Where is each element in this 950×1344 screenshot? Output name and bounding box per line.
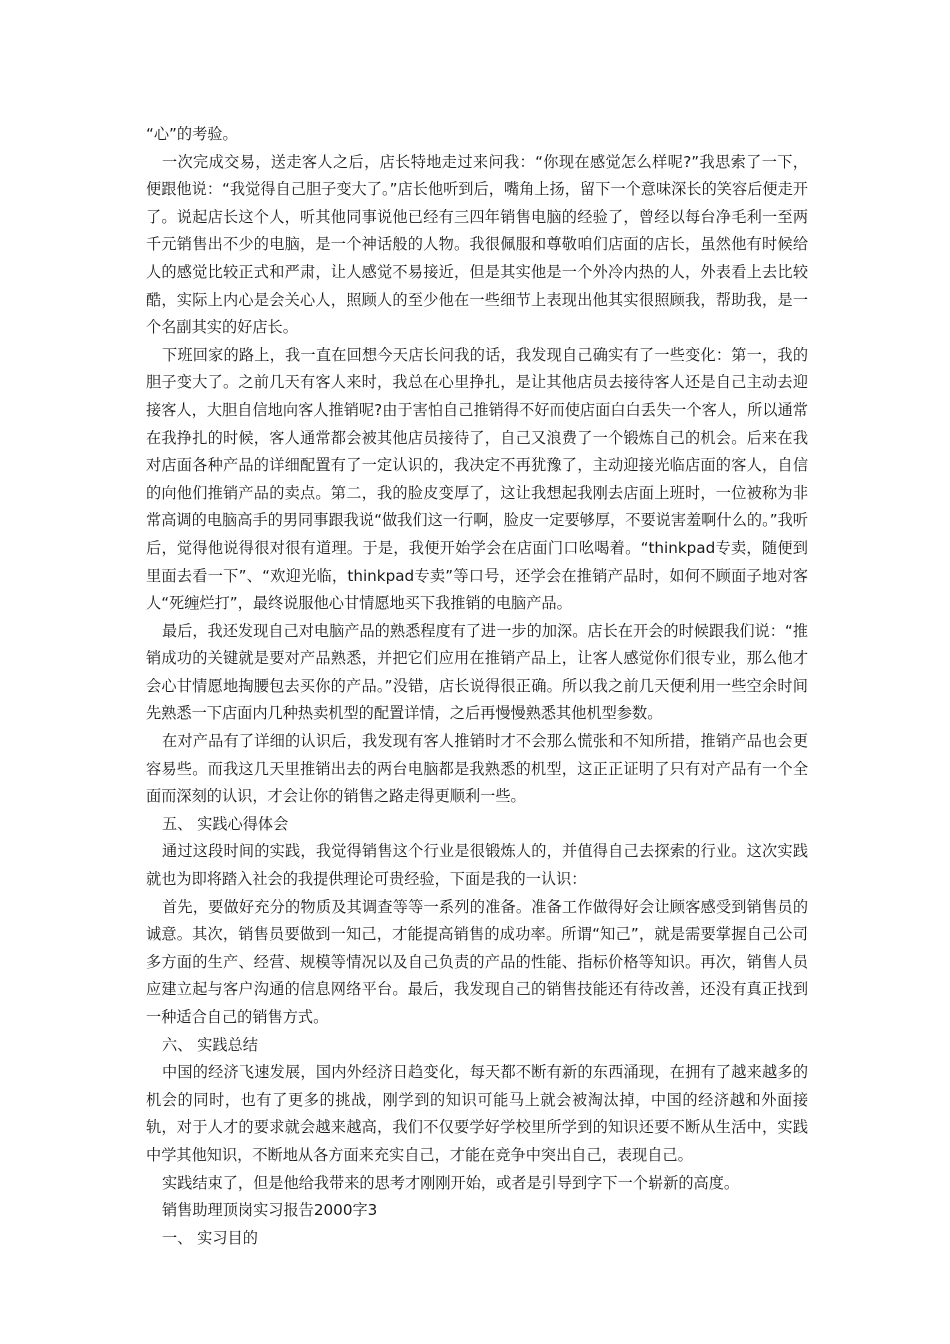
paragraph-conclusion: 实践结束了，但是他给我带来的思考才刚刚开始，或者是引导到字下一个崭新的高度。: [161, 1173, 740, 1192]
paragraph-experience-intro: 通过这段时间的实践，我觉得销售这个行业是很锻炼人的，并值得自己去探索的行业。这次实践就也为即将踏入社会的我提供理论可贵经验，下面是我的一认识：: [146, 842, 808, 889]
section-heading-summary: 六、 实践总结: [161, 1035, 258, 1054]
section-heading-purpose: 一、 实习目的: [161, 1228, 258, 1247]
paragraph-continuation: “心”的考验。: [146, 125, 238, 143]
paragraph-changes: 下班回家的路上，我一直在回想今天店长问我的话，我发现自己确实有了一些变化：第一，我的胆子变大了。之前几天有客人来时，我总在心里挣扎，是让其他店员去接待客人还是自己主动去迎接客人，大胆自信地向客人推销呢?由于害怕自己推销得不好而使店面白白丢失一个客人，所以通常在我挣扎的时候，客人通常都会被其他店员接待了，自己又浪费了一个锻炼自己的机会。后来在我对店面各种产品的详细配置有了一定认识的，我决定不再犹豫了，主动迎接光临店面的客人，自信的向他们推销产品的卖点。第二，我的脸皮变厚了，这让我想起我刚去店面上班时，一位被称为非常高调的电脑高手的男同事跟我说“做我们这一行啊，脸皮一定要够厚，不要说害羞啊什么的。”我听后，觉得他说得很对很有道理。于是，我便开始学会在店面门口吆喝着。“thinkpad专卖，随便到里面去看一下”、“欢迎光临，thinkpad专卖”等口号，还学会在推销产品时，如何不顾面子地对客人“死缠烂打”，最终说服他心甘情愿地买下我推销的电脑产品。: [146, 345, 808, 613]
section-heading-experience: 五、 实践心得体会: [161, 814, 289, 833]
document-body: [146, 121, 808, 1252]
report-title: 销售助理顶岗实习报告2000字3: [161, 1201, 378, 1220]
paragraph-summary: 中国的经济飞速发展，国内外经济日趋变化，每天都不断有新的东西涌现，在拥有了越来越多的机会的同时，也有了更多的挑战，刚学到的知识可能马上就会被淘汰掉，中国的经济越和外面接轨，对于人才的要求就会越来越高，我们不仅要学好学校里所学到的知识还要不断从生活中，实践中学其他知识，不断地从各方面来充实自己，才能在竞争中突出自己，表现自己。: [146, 1063, 808, 1164]
paragraph-product-knowledge: 最后，我还发现自己对电脑产品的熟悉程度有了进一步的加深。店长在开会的时候跟我们说：“推销成功的关键就是要对产品熟悉，并把它们应用在推销产品上，让客人感觉你们很专业，那么他才会心甘情愿地掏腰包去买你的产品。”没错，店长说得很正确。所以我之前几天便利用一些空余时间先熟悉一下店面内几种热卖机型的配置详情，之后再慢慢熟悉其他机型参数。: [146, 621, 808, 723]
paragraph-detailed-understanding: 在对产品有了详细的认识后，我发现有客人推销时才不会那么慌张和不知所措，推销产品也会更容易些。而我这几天里推销出去的两台电脑都是我熟悉的机型，这正正证明了只有对产品有一个全面而深刻的认识，才会让你的销售之路走得更顺利一些。: [146, 732, 808, 806]
paragraph-store-manager: 一次完成交易，送走客人之后，店长特地走过来问我：“你现在感觉怎么样呢?”我思索了一下，便跟他说：“我觉得自己胆子变大了。”店长他听到后，嘴角上扬，留下一个意味深长的笑容后便走开了。说起店长这个人，听其他同事说他已经有三四年销售电脑的经验了，曾经以每台净毛利一至两千元销售出不少的电脑，是一个神话般的人物。我很佩服和尊敬咱们店面的店长，虽然他有时候给人的感觉比较正式和严肃，让人感觉不易接近，但是其实他是一个外冷内热的人，外表看上去比较酷，实际上内心是会关心人，照顾人的至少他在一些细节上表现出他其实很照顾我，帮助我，是一个名副其实的好店长。: [146, 152, 808, 337]
paragraph-experience-points: 首先，要做好充分的物质及其调查等等一系列的准备。准备工作做得好会让顾客感受到销售员的诚意。其次，销售员要做到一知己，才能提高销售的成功率。所谓“知己”，就是需要掌握自己公司多方面的生产、经营、规模等情况以及自己负责的产品的性能、指标价格等知识。再次，销售人员应建立起与客户沟通的信息网络平台。最后，我发现自己的销售技能还有待改善，还没有真正找到一种适合自己的销售方式。: [146, 897, 808, 1026]
